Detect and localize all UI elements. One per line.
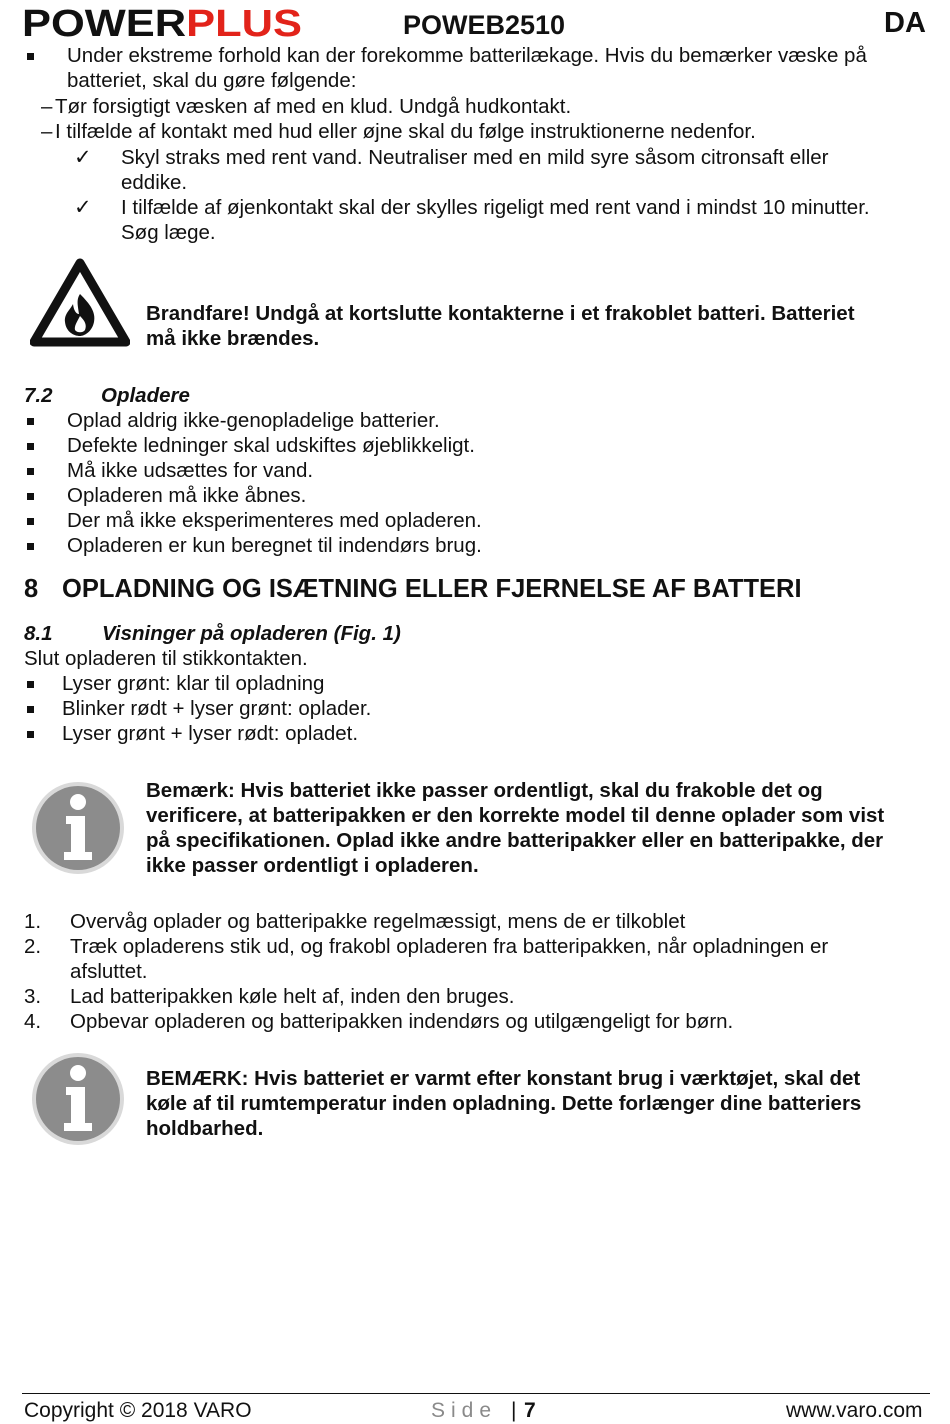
check-item-1-line2: eddike.	[121, 171, 188, 194]
website-link[interactable]: www.varo.com	[786, 1399, 923, 1422]
info-icon	[30, 1051, 126, 1152]
bullet-square	[27, 468, 34, 475]
brand-logo	[22, 2, 304, 44]
leakage-text-line2: batteriet, skal du gøre følgende:	[67, 69, 357, 92]
list-item: Lyser grønt + lyser rødt: opladet.	[62, 722, 359, 745]
list-item: Opladeren må ikke åbnes.	[67, 484, 307, 507]
language-code: DA	[884, 7, 926, 39]
footer-divider	[22, 1393, 930, 1394]
step-number: 1.	[24, 910, 42, 933]
info-icon	[30, 780, 126, 881]
step-number: 2.	[24, 935, 42, 958]
fire-warning-line2: må ikke brændes.	[146, 327, 320, 350]
bullet-square	[27, 731, 34, 738]
section-intro: Slut opladeren til stikkontakten.	[24, 647, 308, 670]
note-line: holdbarhed.	[146, 1117, 264, 1140]
bullet-square	[27, 418, 34, 425]
section-number: 8.1	[24, 622, 53, 645]
check-item-1-line1: Skyl straks med rent vand. Neutraliser med en mild syre såsom citronsaft eller	[121, 146, 829, 169]
chapter-title: OPLADNING OG ISÆTNING ELLER FJERNELSE AF BATTERI	[62, 575, 802, 603]
model-number: POWEB2510	[403, 10, 566, 40]
step-number: 3.	[24, 985, 42, 1008]
list-item: Der må ikke eksperimenteres med opladeren.	[67, 509, 482, 532]
dash-mark: –	[41, 120, 53, 143]
bullet-square	[27, 543, 34, 550]
section-title: Opladere	[101, 384, 190, 407]
step-text: Træk opladerens stik ud, og frakobl opladeren fra batteripakken, når opladningen er	[70, 935, 829, 958]
page-number: 7	[524, 1399, 536, 1422]
list-item: Blinker rødt + lyser grønt: oplader.	[62, 697, 372, 720]
step-text: Lad batteripakken køle helt af, inden den bruges.	[70, 985, 515, 1008]
page-separator: |	[511, 1399, 517, 1422]
section-number: 7.2	[24, 384, 53, 407]
list-item: Lyser grønt: klar til opladning	[62, 672, 325, 695]
bullet-square	[27, 493, 34, 500]
chapter-number: 8	[24, 575, 39, 603]
check-item-2-line1: I tilfælde af øjenkontakt skal der skylles rigeligt med rent vand i mindst 10 minutter.	[121, 196, 870, 219]
list-item: Defekte ledninger skal udskiftes øjeblikkeligt.	[67, 434, 475, 457]
svg-text:POWERPLUS: POWER PLUS	[22, 3, 288, 44]
note-line: verificere, at batteripakken er den korrekte model til denne oplader som vist	[146, 804, 885, 827]
note-line: BEMÆRK: Hvis batteriet er varmt efter konstant brug i værktøjet, skal det	[146, 1067, 861, 1090]
leakage-text-line1: Under ekstreme forhold kan der forekomme batterilækage. Hvis du bemærker væske på	[67, 44, 867, 67]
note-line: på specifikationen. Oplad ikke andre batteripakker eller en batteripakke, der	[146, 829, 884, 852]
checkmark-icon: ✓	[74, 145, 92, 169]
page-label: Side	[431, 1399, 498, 1422]
step-number: 4.	[24, 1010, 42, 1033]
bullet-square	[27, 53, 34, 60]
note-line: ikke passer ordentligt i opladeren.	[146, 854, 479, 877]
list-item: Oplad aldrig ikke-genopladelige batterier.	[67, 409, 440, 432]
dash-item-1: Tør forsigtigt væsken af med en klud. Undgå hudkontakt.	[55, 95, 572, 118]
fire-warning-line1: Brandfare! Undgå at kortslutte kontakterne i et frakoblet batteri. Batteriet	[146, 302, 855, 325]
dash-item-2: I tilfælde af kontakt med hud eller øjne skal du følge instruktionerne nedenfor.	[55, 120, 756, 143]
bullet-square	[27, 706, 34, 713]
bullet-square	[27, 518, 34, 525]
fire-hazard-icon	[30, 258, 130, 353]
step-text-continued: afsluttet.	[70, 960, 148, 983]
dash-mark: –	[41, 95, 53, 118]
step-text: Opbevar opladeren og batteripakken indendørs og utilgængeligt for børn.	[70, 1010, 734, 1033]
step-text: Overvåg oplader og batteripakke regelmæssigt, mens de er tilkoblet	[70, 910, 686, 933]
note-line: Bemærk: Hvis batteriet ikke passer ordentligt, skal du frakoble det og	[146, 779, 823, 802]
copyright-text: Copyright © 2018 VARO	[24, 1399, 252, 1422]
bullet-square	[27, 681, 34, 688]
list-item: Opladeren er kun beregnet til indendørs brug.	[67, 534, 482, 557]
section-title: Visninger på opladeren (Fig. 1)	[102, 622, 401, 645]
check-item-2-line2: Søg læge.	[121, 221, 216, 244]
list-item: Må ikke udsættes for vand.	[67, 459, 314, 482]
checkmark-icon: ✓	[74, 195, 92, 219]
bullet-square	[27, 443, 34, 450]
note-line: køle af til rumtemperatur inden opladning. Dette forlænger dine batteriers	[146, 1092, 862, 1115]
